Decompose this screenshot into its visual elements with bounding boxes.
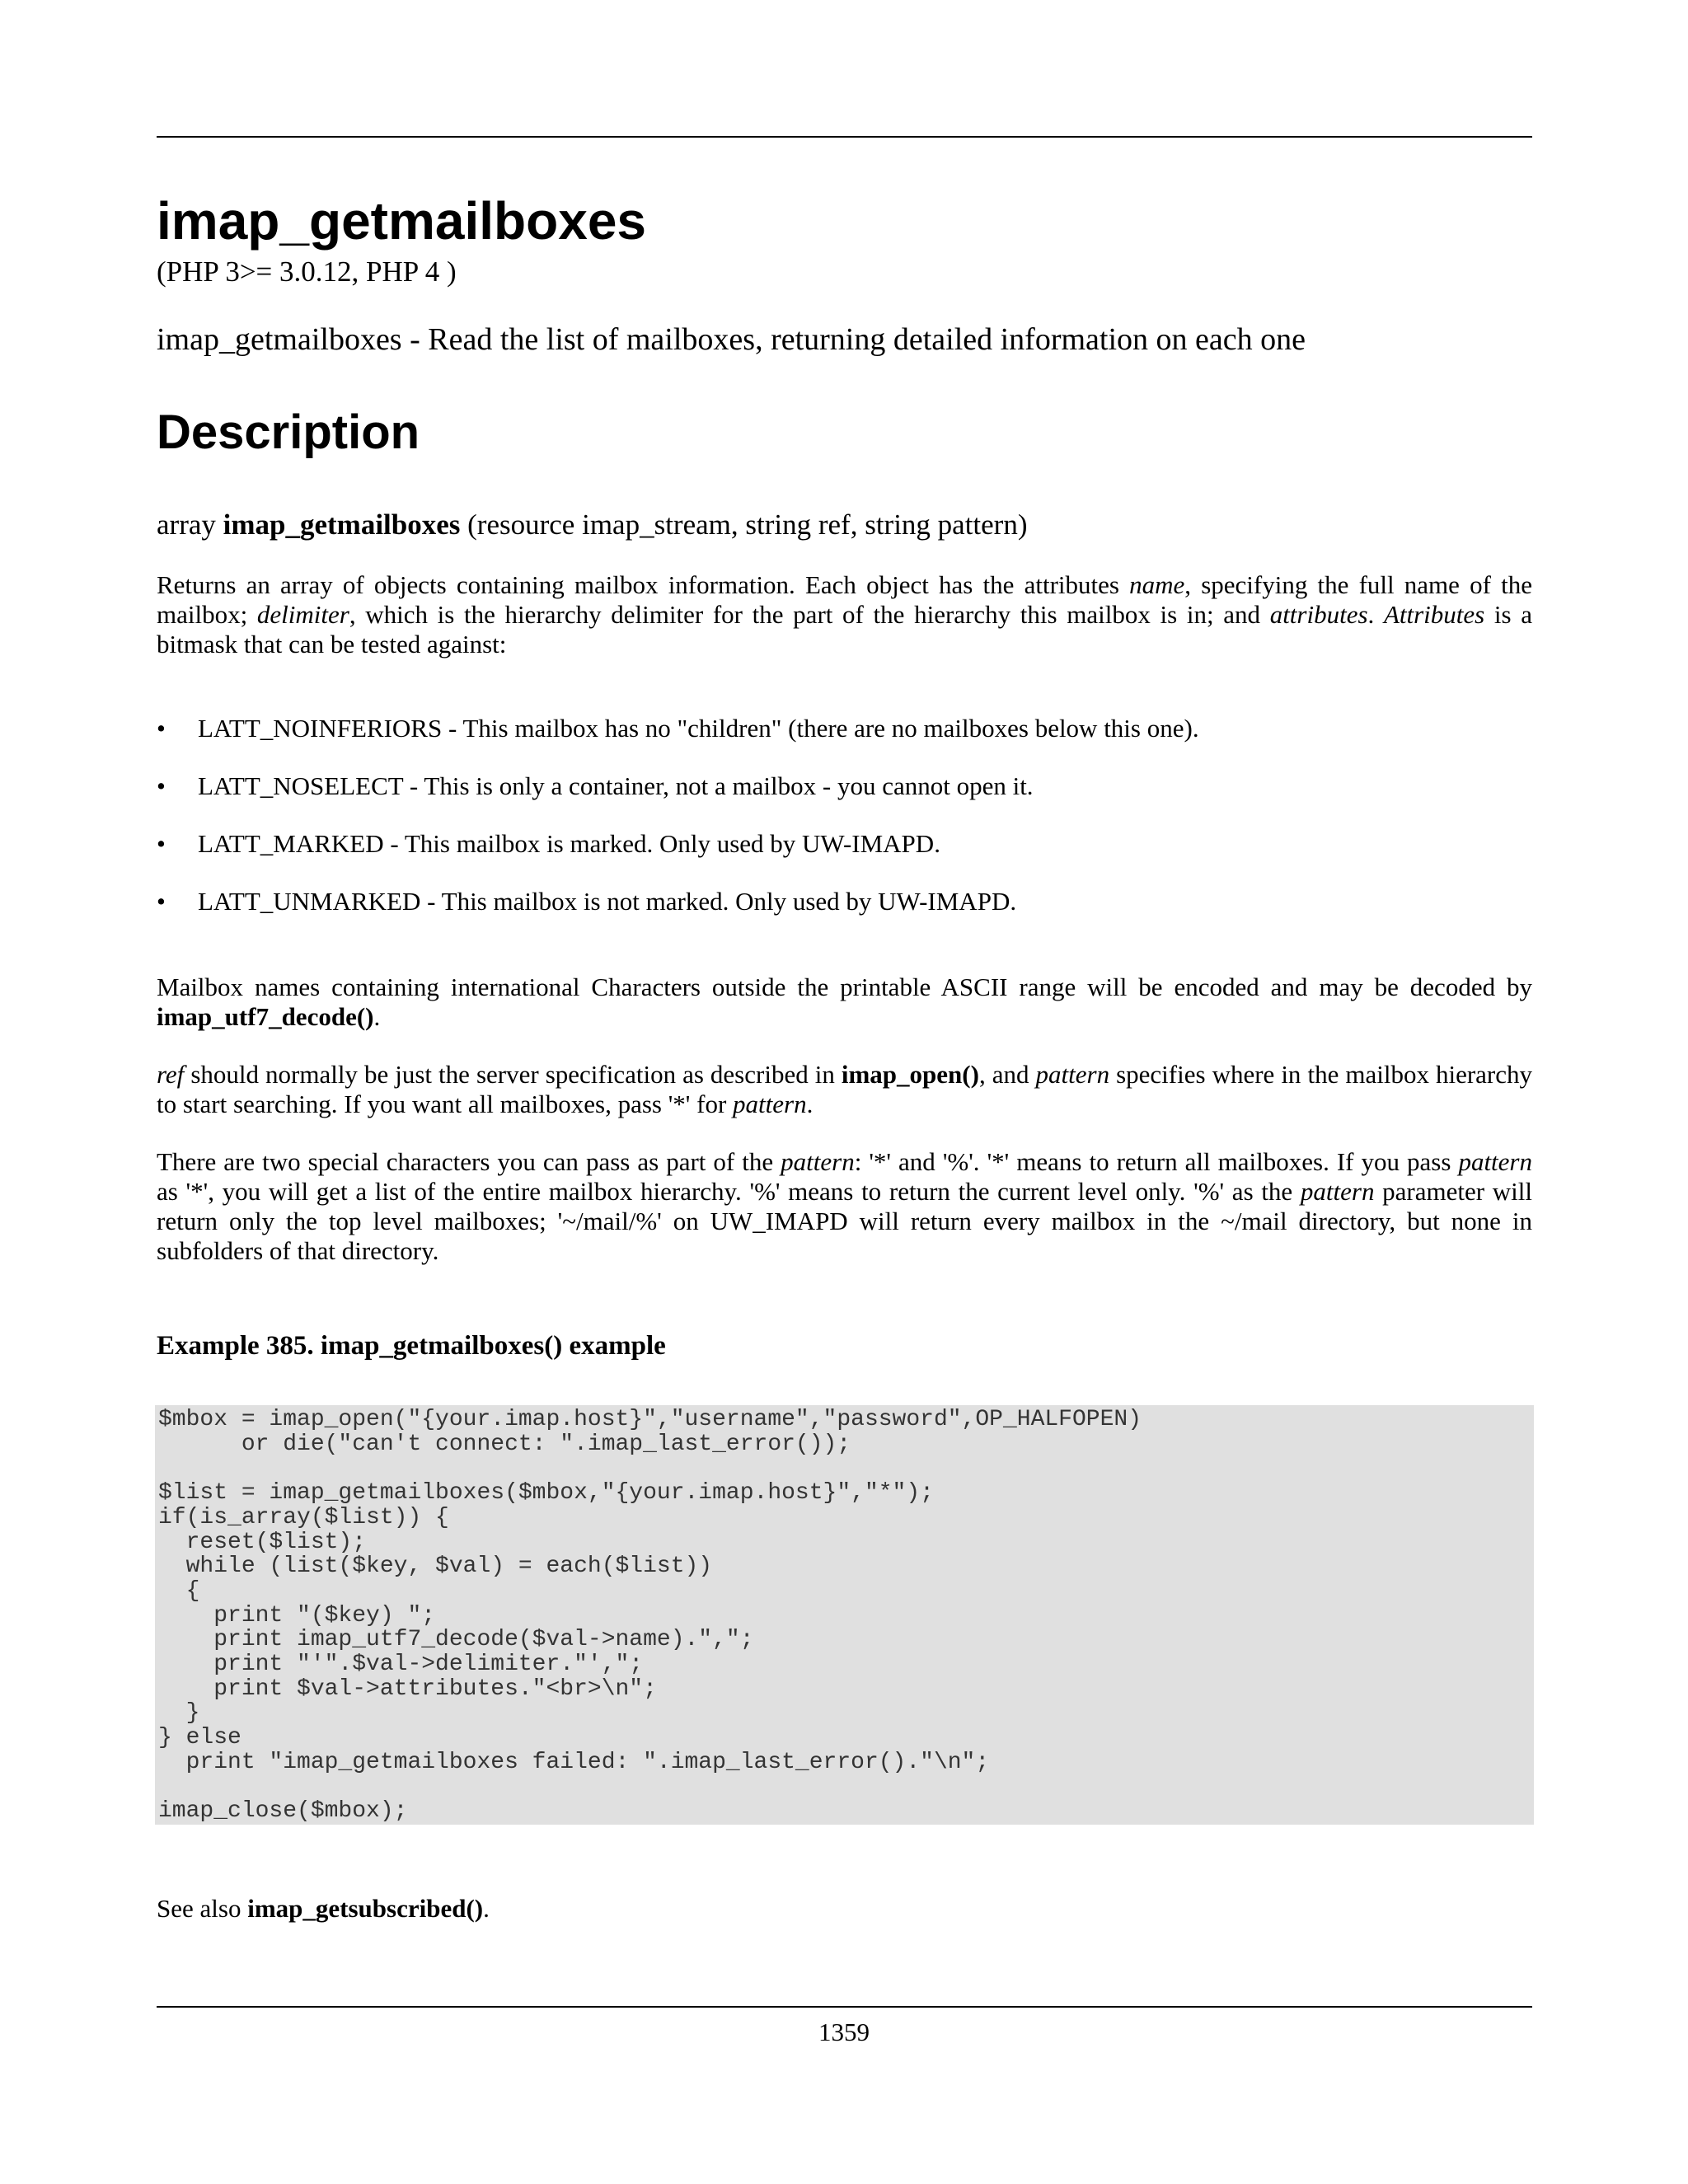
function-synopsis: [157, 509, 1532, 541]
bottom-rule: [157, 2006, 1532, 2008]
ref-paragraph: ref should normally be just the server specification as described in imap_open(), and pattern specifies where in the mailbox hierarchy to start searching. If you want all mailboxes, pass '*' for pattern.: [157, 1060, 1533, 1118]
encoding-paragraph: Mailbox names containing international Characters outside the printable ASCII range will be encoded and may be decoded by imap_utf7_decode().: [157, 972, 1532, 1031]
imap-getsubscribed-link[interactable]: imap_getsubscribed(): [247, 1894, 484, 1923]
top-rule: [157, 136, 1532, 138]
version-info: (PHP 3>= 3.0.12, PHP 4 ): [157, 255, 457, 288]
function-name: imap_getmailboxes: [223, 509, 461, 541]
code-example: $mbox = imap_open("{your.imap.host}","username","password",OP_HALFOPEN) or die("can't connect: ".imap_last_error()); $list = imap_getmailboxes($mbox,"{your.imap.host}","*"); if(is_array($list)) { reset($list); while (list($key, $val) = each($list)) { print "($key) "; print imap_utf7_decode($val->name).","; print "'".$val->delimiter."',"; print $val->attributes."<br>\n"; } } else print "imap_getmailboxes failed: ".imap_last_error()."\n"; imap_close($mbox);: [155, 1405, 1534, 1825]
function-purpose: imap_getmailboxes - Read the list of mailboxes, returning detailed information on each one: [157, 322, 1306, 357]
imap-utf7-decode-link[interactable]: imap_utf7_decode(): [157, 1002, 374, 1031]
page-number: 1359: [818, 2018, 870, 2046]
see-also: See also imap_getsubscribed().: [157, 1894, 490, 1923]
description-heading: Description: [157, 405, 420, 459]
description-paragraph: Returns an array of objects containing mailbox information. Each object has the attributes name, specifying the full name of the mailbox; delimiter, which is the hierarchy delimiter for the part of the hierarchy this mailbox is in; and attributes. Attributes is a bitmask that can be tested against:: [157, 570, 1533, 658]
imap-open-link[interactable]: imap_open(): [841, 1060, 979, 1089]
return-type: array: [157, 509, 216, 541]
page-title: imap_getmailboxes: [157, 191, 646, 251]
pattern-paragraph: There are two special characters you can pass as part of the pattern: '*' and '%'. '*' means to return all mailboxes. If you pass pattern as '*', you will get a list of the entire mailbox hierarchy. '%' means to return the current level only. '%' as the pattern parameter will return only the top level mailboxes; '~/mail/%' on UW_IMAPD will return every mailbox in the ~/mail directory, but none in subfolders of that directory.: [157, 1147, 1532, 1265]
example-title: Example 385. imap_getmailboxes() example: [157, 1331, 666, 1361]
function-params: (resource imap_stream, string ref, string pattern): [467, 509, 1028, 541]
